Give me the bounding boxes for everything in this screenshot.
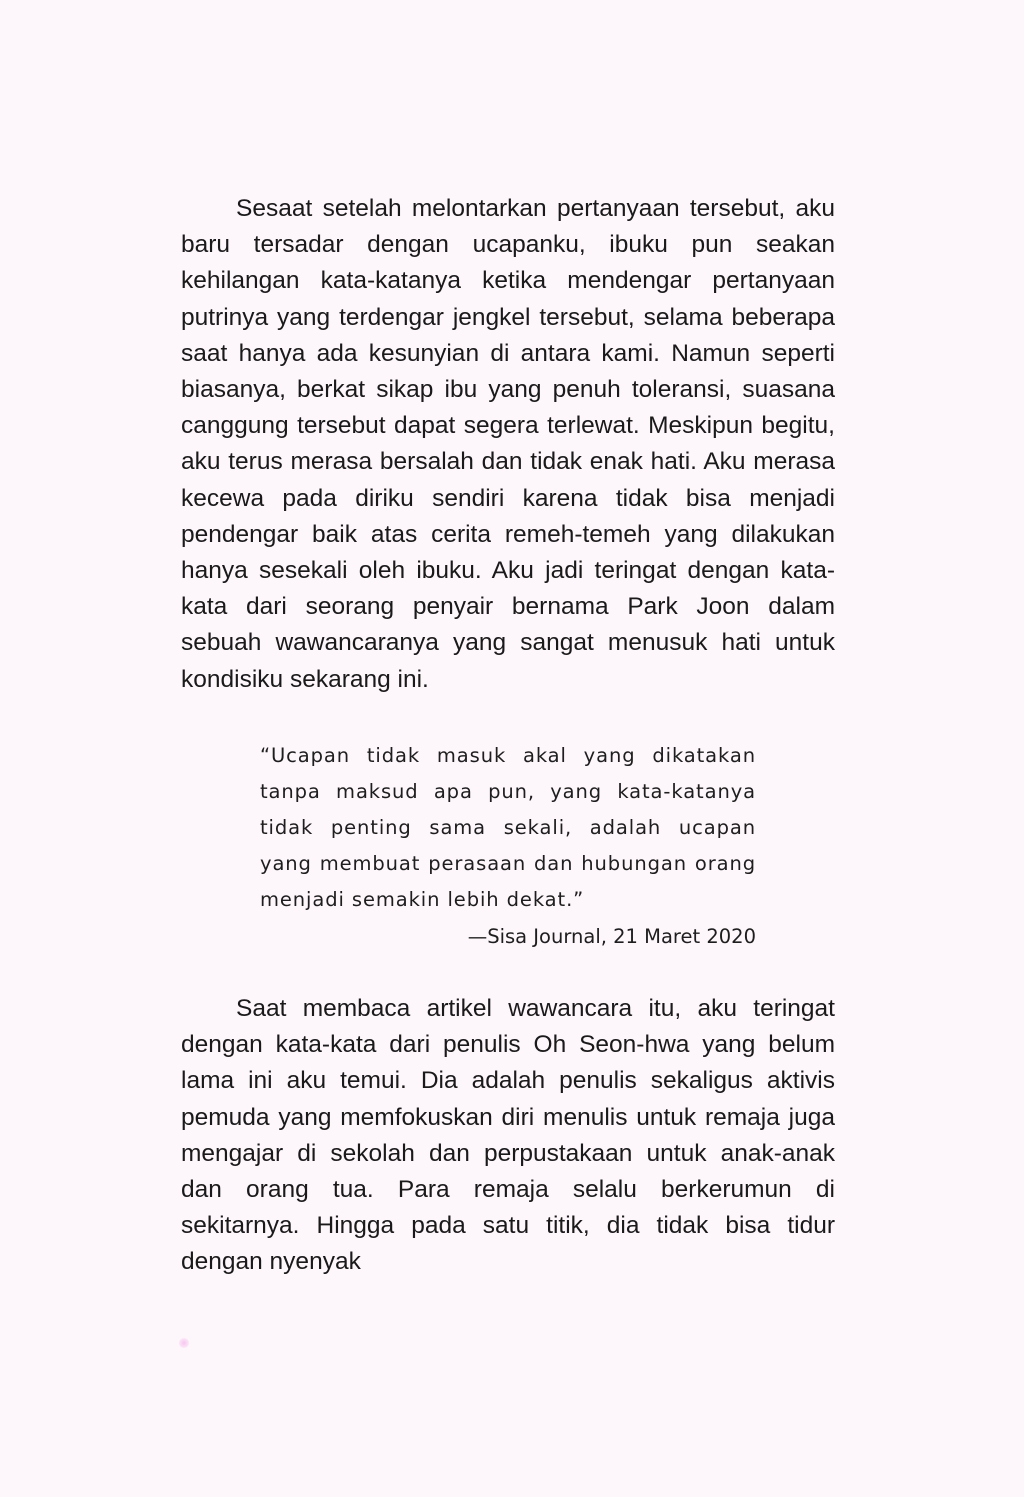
body-paragraph-1: Sesaat setelah melontarkan pertanyaan tersebut, aku baru tersadar dengan ucapanku, ibuku pun seakan kehilangan kata-katanya ketika mendengar pertanyaan putrinya yang terdengar jengkel tersebut, selama beberapa saat hanya ada kesunyian di antara kami. Namun seperti biasanya, berkat sikap ibu yang penuh toleransi, suasana canggung tersebut dapat segera terlewat. Meskipun begitu, aku terus merasa bersalah dan tidak enak hati. Aku merasa kecewa pada diriku sendiri karena tidak bisa menjadi pendengar baik atas cerita remeh-temeh yang dilakukan hanya sesekali oleh ibuku. Aku jadi teringat dengan kata-kata dari seorang penyair bernama Park Joon dalam sebuah wawancaranya yang sangat menusuk hati untuk kondisiku sekarang ini. [181,195,835,693]
block-quote: “Ucapan tidak masuk akal yang dikatakan tanpa maksud apa pun, yang kata-katanya tidak penting sama sekali, adalah ucapan yang membuat perasaan dan hubungan orang menjadi semakin lebih dekat.” [260,744,756,911]
body-paragraph-2: Saat membaca artikel wawancara itu, aku teringat dengan kata-kata dari penulis Oh Seon-hwa yang belum lama ini aku temui. Dia adalah penulis sekaligus aktivis pemuda yang memfokuskan diri menulis untuk remaja juga mengajar di sekolah dan perpustakaan untuk anak-anak dan orang tua. Para remaja selalu berkerumun di sekitarnya. Hingga pada satu titik, dia tidak bisa tidur dengan nyenyak [181,995,835,1276]
ink-spot [179,1338,189,1348]
quote-attribution: —Sisa Journal, 21 Maret 2020 [467,925,756,948]
